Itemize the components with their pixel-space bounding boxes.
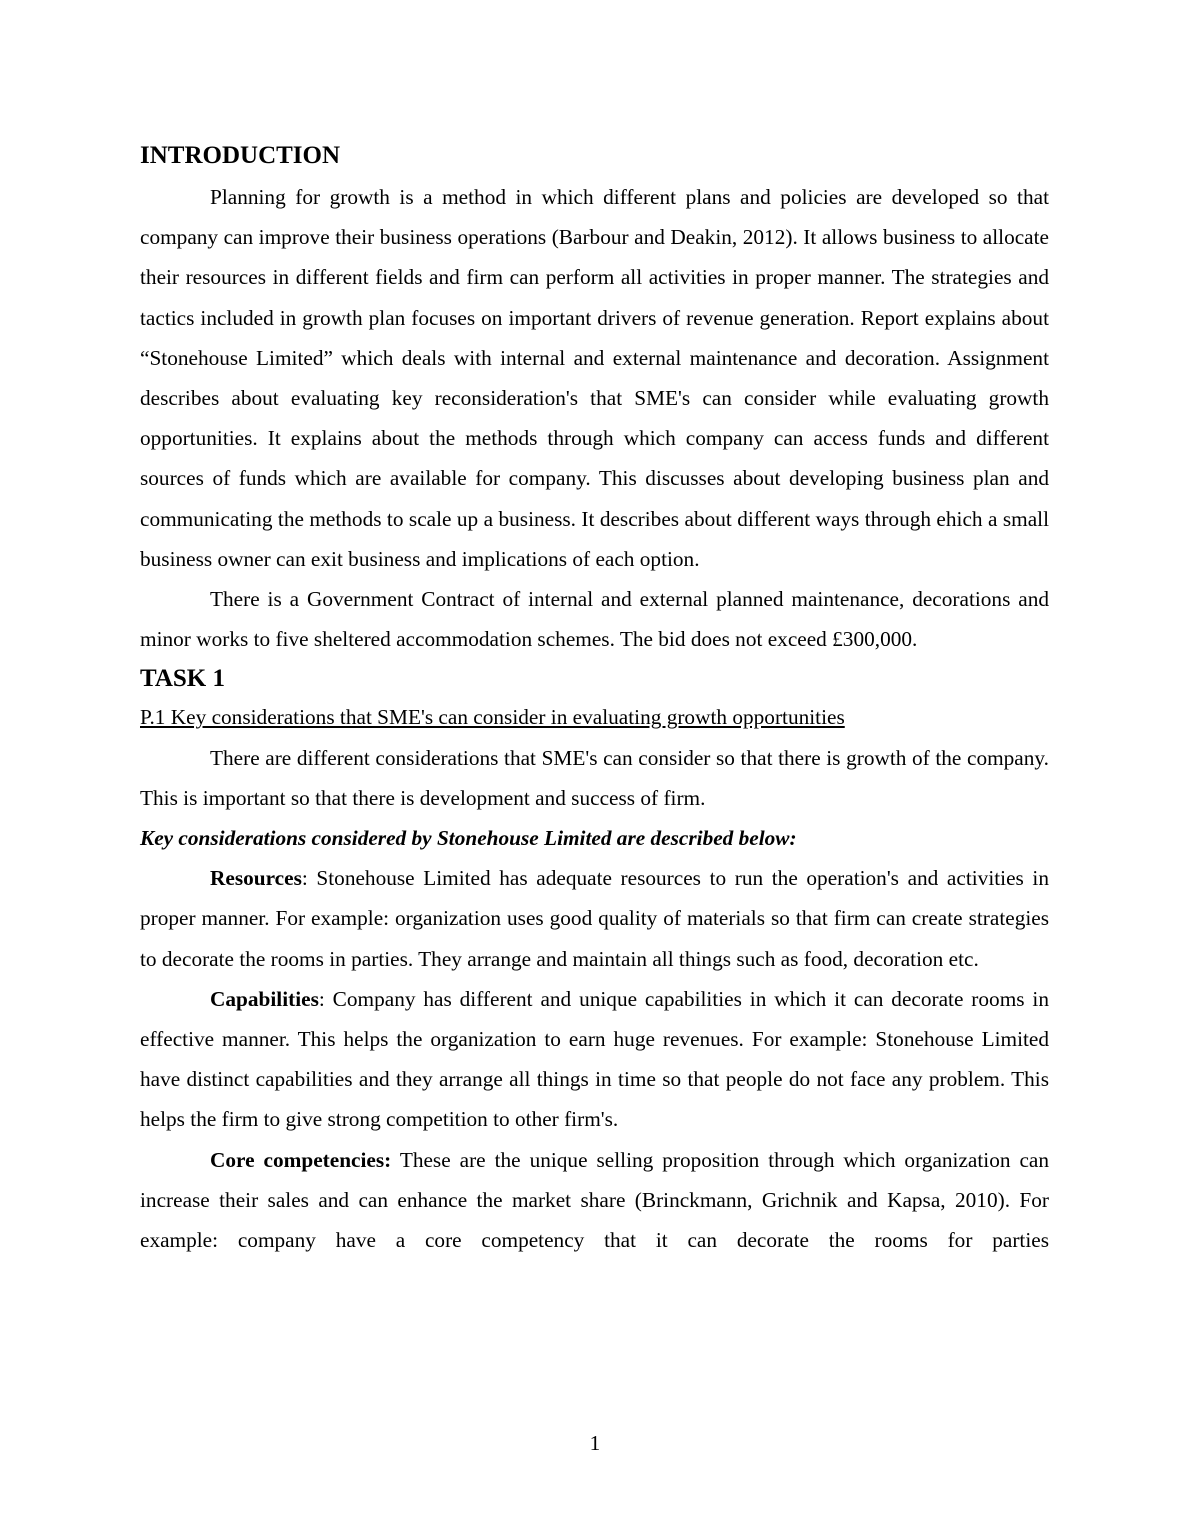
term-separator: : — [318, 986, 325, 1011]
document-page — [140, 138, 1049, 1260]
consideration-text: Company has different and unique capabilities in which it can decorate rooms in effective manner. This helps the organization to earn huge revenues. For example: Stonehouse Limited have distinct capabilities and they arrange all things in time so that people do not face any problem. This helps the firm to give strong competition to other firm's. — [140, 986, 1049, 1132]
consideration-item-core-competencies — [140, 1140, 1049, 1261]
consideration-item-capabilities — [140, 979, 1049, 1140]
intro-paragraph-2: There is a Government Contract of internal and external planned maintenance, decorations and minor works to five sheltered accommodation schemes. The bid does not exceed £300,000. — [140, 587, 1049, 652]
task-1-heading: TASK 1 — [140, 665, 225, 693]
term-separator: : — [301, 866, 308, 891]
page-number: 1 — [589, 1431, 601, 1455]
introduction-heading: INTRODUCTION — [140, 142, 341, 169]
consideration-text: These are the unique selling proposition through which organization can increase their sales and can enhance the market share (Brinckmann, Grichnik and Kapsa, 2010). For example: company have a core competency that it can decorate the rooms for parties — [140, 1147, 1050, 1253]
consideration-term: Capabilities — [210, 986, 319, 1011]
consideration-term: Resources — [210, 866, 302, 891]
consideration-text: Stonehouse Limited has adequate resources to run the operation's and activities in proper manner. For example: organization uses good quality of materials so that firm can create strategies to decorate the rooms in parties. They arrange and maintain all things such as food, decoration etc. — [140, 866, 1049, 971]
intro-paragraph-1: Planning for growth is a method in which different plans and policies are developed so that company can improve their business operations (Barbour and Deakin, 2012). It allows business to allocate their resources in different fields and firm can perform all activities in proper manner. The strategies and tactics included in growth plan focuses on important drivers of revenue generation. Report explains about “Stonehouse Limited” which deals with internal and external maintenance and decoration. Assignment describes about evaluating key reconsideration's that SME's can consider while evaluating growth opportunities. It explains about the methods through which company can access funds and different sources of funds which are available for company. This discusses about developing business plan and communicating the methods to scale up a business. It describes about different ways through ehich a small business owner can exit business and implications of each option. — [140, 185, 1049, 571]
key-considerations-lead: Key considerations considered by Stonehouse Limited are described below: — [140, 826, 797, 851]
consideration-item-resources — [140, 858, 1049, 979]
task-1-paragraph: There are different considerations that SME's can consider so that there is growth of the company. This is important so that there is development and success of firm. — [140, 745, 1049, 810]
task-1-subheading: P.1 Key considerations that SME's can consider in evaluating growth opportunities — [140, 705, 845, 730]
consideration-term: Core competencies: — [210, 1147, 392, 1172]
